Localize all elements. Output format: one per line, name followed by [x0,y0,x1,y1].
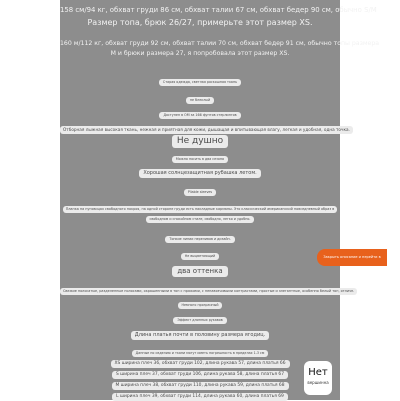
size-note-3 [60,39,380,48]
not-stuffy-tag: Не душно [172,135,228,148]
size-l-text: L ширина плеч 39, обхват груди 114, длина рукава 60, длина платья 69 [112,393,288,401]
semi-transparent-tag: Немного прозрачный [178,302,223,309]
fabric-description: Отборная лыжная высокая ткань, нежная и приятная для кожи, дышащая и впитывающая влагу, легкая и удобная, одна точка. [60,126,353,134]
tag-row-13 [60,258,340,277]
size-xs-text: XS ширина плеч 36, обхват груди 102, длина рукава 57, длина платья 66 [111,360,290,368]
size-note-1 [60,6,377,15]
size-s-text: S ширина плеч 37, обхват груди 106, длина рукава 58, длина платья 67 [112,371,288,379]
fabric-tag: Старая одежда, светлая роскошная ткань [159,79,241,86]
size-m-text: М ширина плеч 38, обхват груди 110, длина рукава 59, длина платья 68 [112,382,289,390]
feedback-no-sublabel: вершинна [307,380,329,385]
tag-row-1 [60,68,340,87]
sun-protection-tag: Хорошая солнцезащитная рубашка летом. [139,169,260,178]
style-description-2: свободном и спокойном стиле, свободно, легко и удобно. [146,216,255,223]
no-fade-tag: Не выцветающий [181,253,219,260]
not-faded-tag: не блеклый [186,97,214,104]
sleeves-tag: Pliable sleeves [184,189,216,196]
feedback-no-label: Нет [308,367,328,378]
price-tag: Доступен в OM за 166 фунтов стерлингов [159,112,240,119]
measurement-note: Данные по изделию и ткани могут иметь погрешность в пределах 1-3 см [132,350,269,357]
size-note-1-text: 158 см/94 кг, обхват груди 86 см, обхват талии 67 см, обхват бедер 90 см, обычно S/M [60,6,377,14]
stripes-description: Свежие полосатые, разделенные полосами, окрашенными в тон с пряжами, с ненавязчивыми контрастами, простые и элегантные, особенно белый тон, отличн. [60,288,357,295]
size-note-2-text: Размер топа, брюк 26/27, примерьте этот размер XS. [87,18,313,27]
size-note-3-text: 160 м/112 кг, обхват груди 92 см, обхват талии 70 см, обхват бедер 91 см, обычно топы размера [60,40,380,47]
tag-row-17 [60,321,340,340]
tag-row-10 [60,205,340,224]
long-sleeve-tag: Эффект длинных рукавов [173,317,226,324]
size-note-4-text: M и брюки размера 27, я попробовала этот размер XS. [110,50,290,57]
feedback-no-button[interactable] [304,361,332,395]
size-row-l [60,382,340,401]
two-seasons-tag: Можно носить в два сезона [172,156,228,163]
two-shades-tag: два оттенка [172,266,227,277]
size-note-2 [60,18,340,27]
size-note-4 [60,49,340,58]
design-lines-tag: Тонкие линии переливов и дизайн. [165,236,234,243]
style-description-1: Планка на пуговицах свободного покроя, на одной стороне груди есть накладные карманы. Это классический американский повседневный образ в [63,206,338,213]
tag-row-7 [60,159,340,178]
close-description-button[interactable] [317,249,387,276]
close-description-label: Закрыть описание и перейти в прокрутку [323,255,381,276]
dress-length-tag: Длина платья почти в половину размера ягодиц. [131,331,269,340]
